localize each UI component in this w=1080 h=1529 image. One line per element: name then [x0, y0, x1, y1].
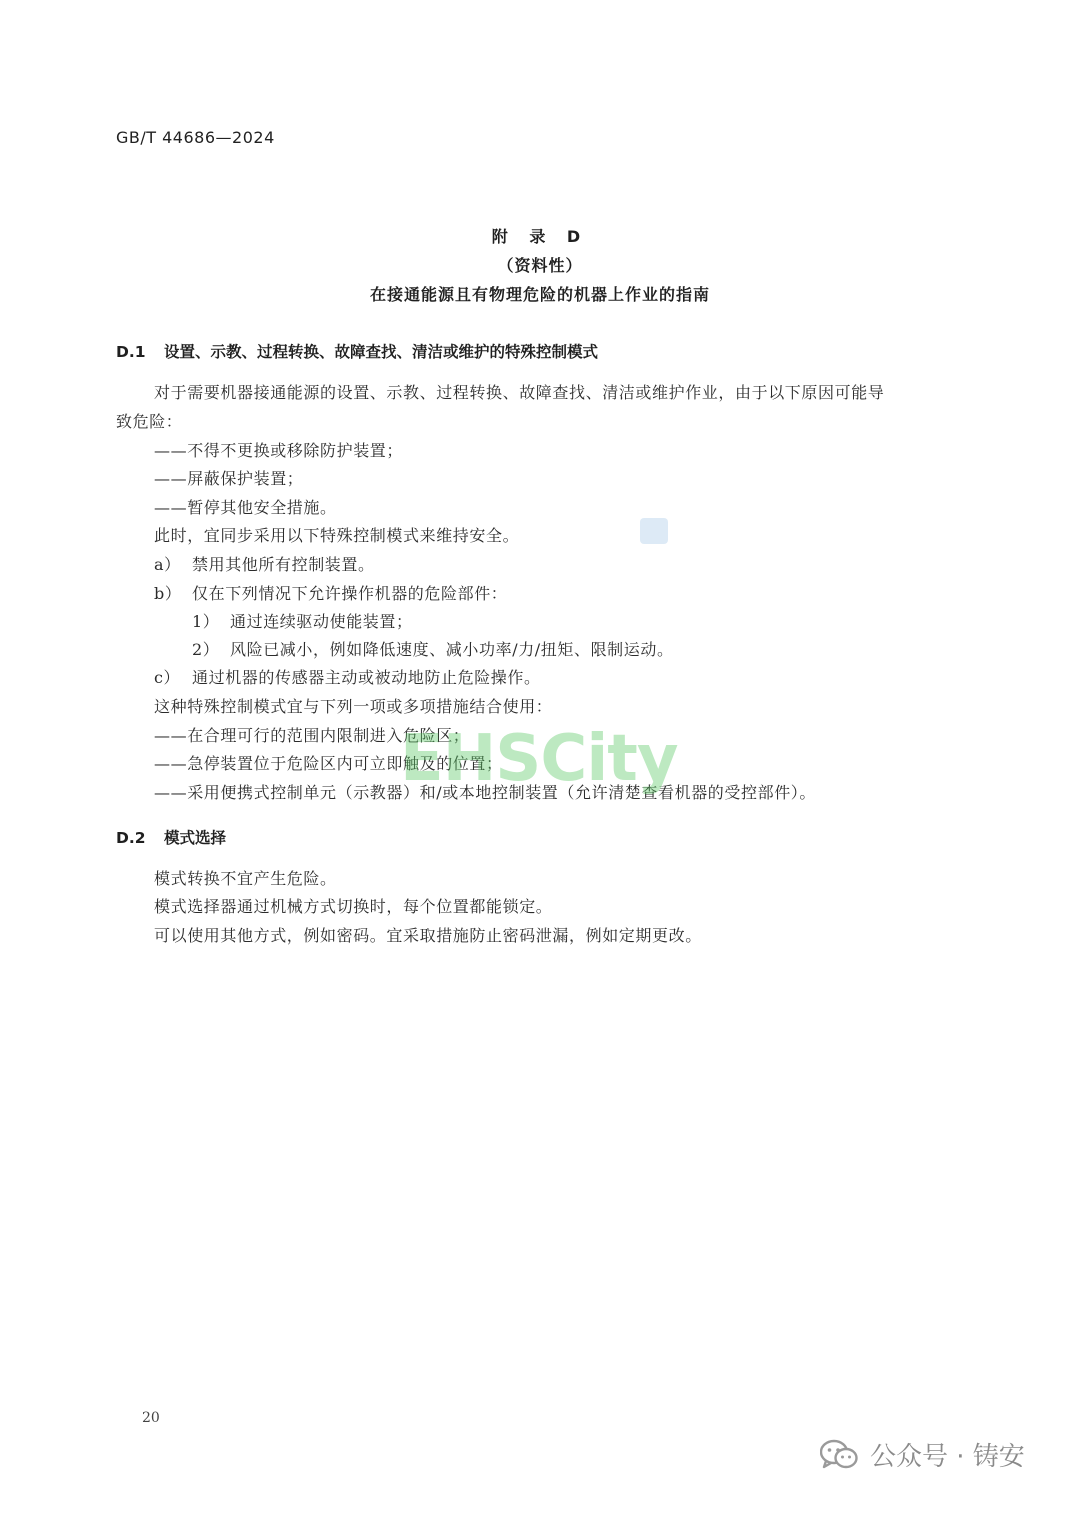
- list-item-a: [154, 555, 375, 575]
- dash-list-item: ——暂停其他安全措施。: [154, 498, 337, 517]
- page-number: 20: [142, 1410, 160, 1426]
- annex-nature: （资料性）: [497, 256, 583, 275]
- section-title: 设置、示教、过程转换、故障查找、清洁或维护的特殊控制模式: [164, 343, 599, 361]
- list-marker: c）: [154, 668, 181, 687]
- list-marker: a）: [154, 555, 181, 574]
- list-text: 禁用其他所有控制装置。: [192, 555, 375, 574]
- paragraph-line: 这种特殊控制模式宜与下列一项或多项措施结合使用：: [154, 697, 553, 716]
- section-heading-d2: [116, 826, 226, 848]
- list-marker: 1）: [192, 612, 220, 631]
- list-text: 仅在下列情况下允许操作机器的危险部件：: [192, 584, 508, 603]
- paragraph-line: 模式转换不宜产生危险。: [154, 869, 337, 888]
- section-number: D.2: [116, 829, 146, 847]
- paragraph-line: 此时，宜同步采用以下特殊控制模式来维持安全。: [154, 526, 520, 545]
- document-code: GB/T 44686—2024: [116, 128, 275, 147]
- sac-watermark: [640, 518, 668, 544]
- list-text: 通过连续驱动使能装置；: [230, 612, 413, 631]
- list-item-b2: [192, 640, 674, 660]
- list-text: 风险已减小，例如降低速度、减小功率/力/扭矩、限制运动。: [230, 640, 674, 659]
- paragraph-line: 对于需要机器接通能源的设置、示教、过程转换、故障查找、清洁或维护作业，由于以下原因可能导: [154, 383, 885, 402]
- paragraph-line: 致危险：: [116, 412, 183, 431]
- dash-list-item: ——急停装置位于危险区内可立即触及的位置；: [154, 754, 503, 773]
- annex-title: 附 录 D: [491, 227, 589, 246]
- wechat-account-label: [820, 1436, 1025, 1473]
- dash-list-item: ——在合理可行的范围内限制进入危险区；: [154, 726, 470, 745]
- paragraph-line: 模式选择器通过机械方式切换时，每个位置都能锁定。: [154, 897, 553, 916]
- paragraph-line: 可以使用其他方式，例如密码。宜采取措施防止密码泄漏，例如定期更改。: [154, 926, 702, 945]
- ehscity-watermark: EHSCity: [400, 722, 678, 796]
- annex-heading: 在接通能源且有物理危险的机器上作业的指南: [369, 285, 710, 304]
- section-number: D.1: [116, 343, 146, 361]
- section-heading-d1: [116, 340, 598, 362]
- dash-list-item: ——采用便携式控制单元（示教器）和/或本地控制装置（允许清楚查看机器的受控部件）。: [154, 783, 816, 802]
- list-marker: 2）: [192, 640, 220, 659]
- list-item-b1: [192, 612, 413, 632]
- list-text: 通过机器的传感器主动或被动地防止危险操作。: [192, 668, 541, 687]
- list-item-c: [154, 668, 541, 688]
- dash-list-item: ——屏蔽保护装置；: [154, 469, 304, 488]
- list-item-b: [154, 584, 507, 604]
- dash-list-item: ——不得不更换或移除防护装置；: [154, 441, 404, 460]
- wechat-icon: [820, 1439, 858, 1471]
- list-marker: b）: [154, 584, 182, 603]
- section-title: 模式选择: [164, 829, 227, 847]
- wechat-label-text: 公众号 · 铸安: [870, 1442, 1025, 1472]
